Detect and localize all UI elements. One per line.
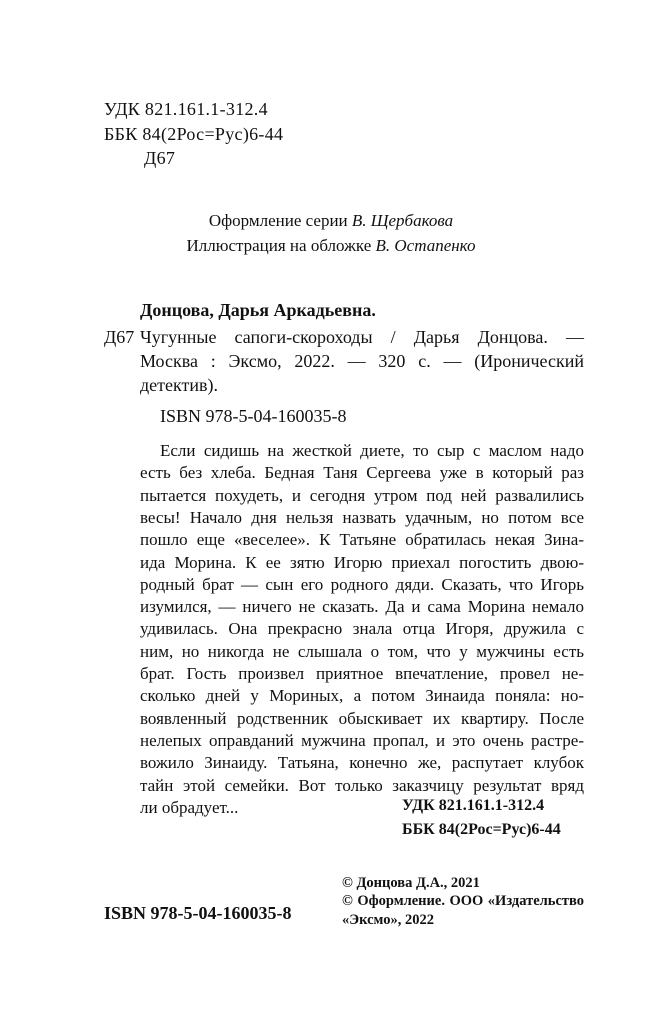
annotation-line: воявленный родственник обыскивает их квартиру. После xyxy=(140,709,584,728)
copyright-design-line: © Оформление. ООО «Издательство xyxy=(342,893,584,909)
catalog-author-heading: Донцова, Дарья Аркадьевна. xyxy=(140,300,376,320)
cover-illustrator-name: В. Остапенко xyxy=(375,236,476,255)
series-designer-name: В. Щербакова xyxy=(351,211,454,230)
copyright-author: © Донцова Д.А., 2021 xyxy=(342,875,480,891)
udk-code: УДК 821.161.1-312.4 xyxy=(104,99,268,119)
annotation-line: брат. Гость произвел приятное впечатление, провел не- xyxy=(140,664,584,683)
annotation-line: сколько дней у Мориных, а потом Зинаида поняла: но- xyxy=(140,686,584,705)
annotation-line: ли обрадует... xyxy=(140,798,239,817)
series-design-label: Оформление серии xyxy=(208,211,352,230)
annotation-line: Если сидишь на жесткой диете, то сыр с маслом надо xyxy=(160,441,584,460)
annotation-line: ним, но никогда не слышала о том, что у мужчины есть xyxy=(140,642,584,661)
author-sign: Д67 xyxy=(144,148,176,168)
catalog-author-sign: Д67 xyxy=(104,327,135,347)
catalog-title-line: Москва : Эксмо, 2022. — 320 с. — (Иронический xyxy=(140,351,584,371)
annotation-line: нелепых оправданий мужчина пропал, и это очень растре- xyxy=(140,731,584,750)
annotation-line: есть без хлеба. Бедная Таня Сергеева уже в который раз xyxy=(140,463,584,482)
cover-illustration-credit xyxy=(0,236,662,256)
annotation-line: пытается похудеть, и сегодня утром под ней развалились xyxy=(140,486,584,505)
footer-isbn: ISBN 978-5-04-160035-8 xyxy=(104,903,292,923)
annotation-line: пошло еще «веселее». К Татьяне обратилась некая Зина- xyxy=(140,530,584,549)
catalog-title-line: детектив). xyxy=(140,375,219,395)
annotation-line: весы! Начало дня нельзя назвать удачным, но потом все xyxy=(140,508,584,527)
annotation-line: ида Морина. К ее зятю Игорю приехал погостить двою- xyxy=(140,553,584,572)
series-design-credit xyxy=(0,211,662,231)
catalog-isbn: ISBN 978-5-04-160035-8 xyxy=(160,406,347,426)
annotation-line: родный брат — сын его родного дяди. Сказать, что Игорь xyxy=(140,575,584,594)
footer-udk-code: УДК 821.161.1-312.4 xyxy=(402,797,545,814)
annotation-line: тайн этой семейки. Вот только заказчицу результат вряд xyxy=(140,776,584,795)
annotation-line: вожило Зинаиду. Татьяна, конечно же, распутает клубок xyxy=(140,753,584,772)
cover-illustration-label: Иллюстрация на обложке xyxy=(186,236,376,255)
footer-bbk-code: ББК 84(2Рос=Рус)6-44 xyxy=(402,821,561,838)
bbk-code: ББК 84(2Рос=Рус)6-44 xyxy=(104,124,284,144)
catalog-title-line: Чугунные сапоги-скороходы / Дарья Донцова. — xyxy=(140,327,584,347)
annotation-line: изумился, — ничего не сказать. Да и сама Морина немало xyxy=(140,597,584,616)
copyright-design-line: «Эксмо», 2022 xyxy=(342,912,434,928)
annotation-line: удивилась. Она прекрасно знала отца Игоря, дружила с xyxy=(140,619,584,638)
